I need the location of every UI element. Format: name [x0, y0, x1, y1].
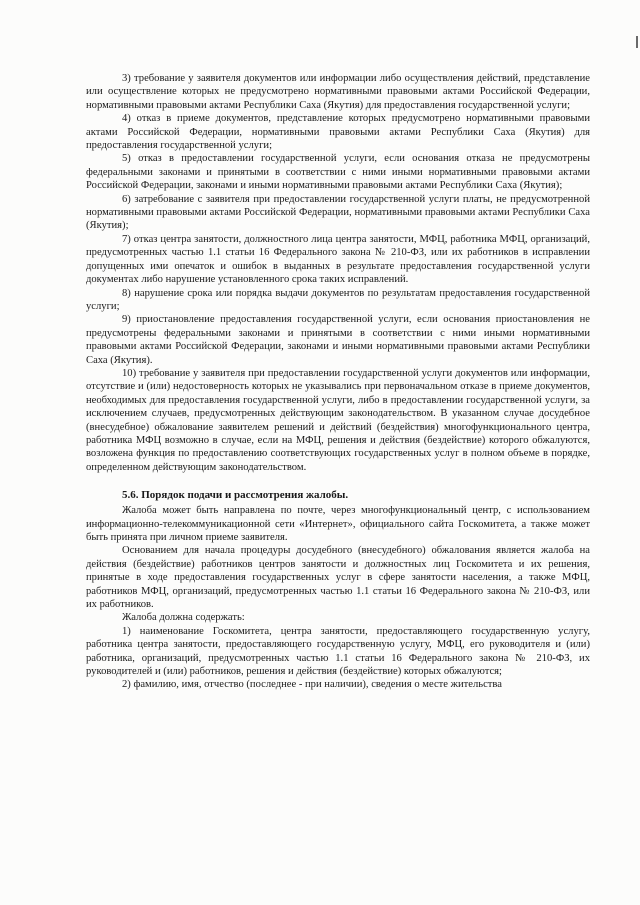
- list-item: 8) нарушение срока или порядка выдачи документов по результатам предоставления государственной услуги;: [86, 287, 590, 312]
- list-item: 4) отказ в приеме документов, представление которых предусмотрено нормативными правовыми актами Российской Федерации, нормативными правовыми актами Республики Саха (Якутия) для предоставления государственной услуги;: [86, 113, 590, 152]
- list-item: 5) отказ в предоставлении государственной услуги, если основания отказа не предусмотрены федеральными законами и принятыми в соответствии с ними иными нормативными правовыми актами Российской Федерации, законами и иными нормативными правовыми актами Республики Саха (Якутия);: [86, 153, 590, 192]
- list-item: 1) наименование Госкомитета, центра занятости, предоставляющего государственную услугу, работника центра занятости, предоставляющего государственную услугу, МФЦ, его руководителя и (или) работника, организаций, предусмотренных частью 1.1 статьи 16 Федерального закона № 210-ФЗ, их руководителей и (или) работников, решения и действия (бездействие) которых обжалуются;: [86, 625, 590, 678]
- document-body: [86, 72, 590, 692]
- section-heading: 5.6. Порядок подачи и рассмотрения жалобы.: [122, 489, 349, 502]
- paragraph: Основанием для начала процедуры досудебного (внесудебного) обжалования является жалоба на действия (бездействие) работников центров занятости и должностных лиц Госкомитета и их решения, принятые в ходе предоставления государственных услуг в сфере занятости населения, а также МФЦ, работников МФЦ, организаций, предусмотренных частью 1.1 статьи 16 Федерального закона № 210-ФЗ, или их работников.: [86, 545, 590, 611]
- list-item: 9) приостановление предоставления государственной услуги, если основания приостановления не предусмотрены федеральными законами и принятыми в соответствии с ними иными нормативными правовыми актами Российской Федерации, законами и иными нормативными правовыми актами Республики Саха (Якутия).: [86, 314, 590, 366]
- list-item: 6) затребование с заявителя при предоставлении государственной услуги платы, не предусмотренной нормативными правовыми актами Российской Федерации, нормативными правовыми актами Республики Саха (Якутия);: [86, 193, 590, 232]
- list-item: 7) отказ центра занятости, должностного лица центра занятости, МФЦ, работника МФЦ, организаций, предусмотренных частью 1.1 статьи 16 Федерального закона № 210-ФЗ, или их работников в исправлении допущенных ими опечаток и ошибок в выданных в результате предоставления государственной услуги документах либо нарушение установленного срока таких исправлений.: [86, 233, 590, 286]
- list-item: 10) требование у заявителя при предоставлении государственной услуги документов или информации, отсутствие и (или) недостоверность которых не указывались при первоначальном отказе в приеме документов, необходимых для предоставления государственной услуги, либо в предоставлении государственной услуги, за исключением случаев, предусмотренных действующим законодательством. В указанном случае досудебное (внесудебное) обжалование заявителем решений и действий (бездействия) многофункционального центра, работника МФЦ возможно в случае, если на МФЦ, решения и действия (бездействие) которого обжалуются, возложена функция по предоставлению соответствующих государственных услуг в полном объеме в порядке, определенном действующим законодательством.: [86, 367, 590, 473]
- scan-edge-mark: [636, 36, 638, 48]
- list-item: 3) требование у заявителя документов или информации либо осуществления действий, представление или осуществление которых не предусмотрено нормативными правовыми актами Российской Федерации, нормативными правовыми актами Республики Саха (Якутия) для предоставления государственной услуги;: [86, 73, 590, 111]
- paragraph: Жалоба может быть направлена по почте, через многофункциональный центр, с использованием информационно-телекоммуникационной сети «Интернет», официального сайта Госкомитета, а также может быть принята при личном приеме заявителя.: [86, 505, 590, 543]
- paragraph: Жалоба должна содержать:: [122, 612, 245, 624]
- list-item: 2) фамилию, имя, отчество (последнее - при наличии), сведения о месте жительства: [122, 679, 502, 691]
